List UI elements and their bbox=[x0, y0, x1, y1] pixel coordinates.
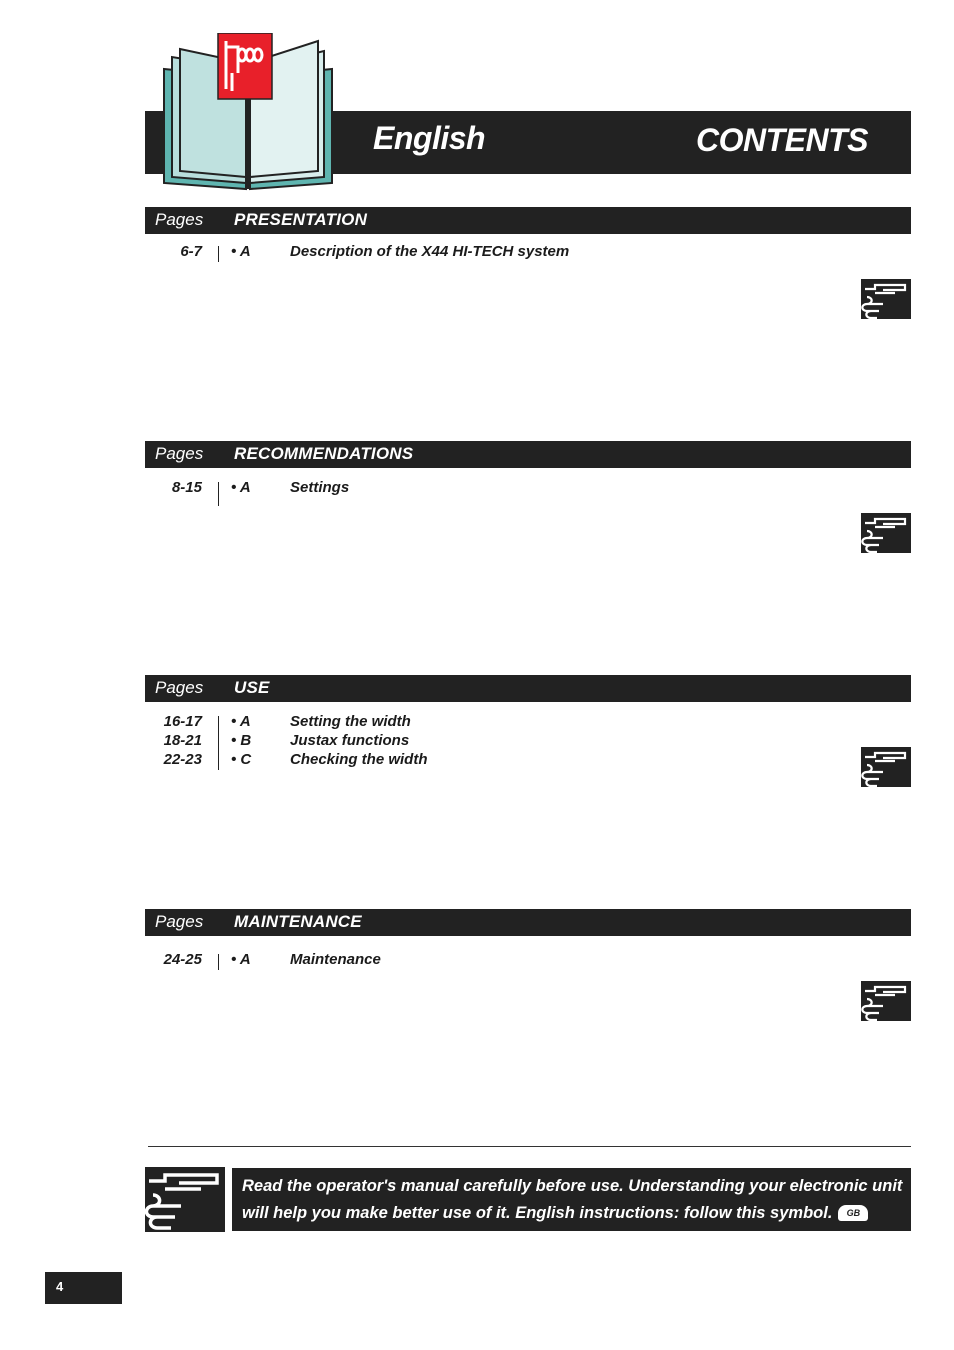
section-title: USE bbox=[234, 678, 270, 697]
list-item[interactable] bbox=[145, 732, 911, 751]
note-line-2: will help you make better use of it. English instructions: follow this symbol. bbox=[242, 1204, 833, 1222]
entry-text: Justax functions bbox=[290, 732, 410, 749]
list-item[interactable] bbox=[145, 479, 911, 498]
entry-pages: 18-21 bbox=[163, 732, 202, 749]
gb-badge: GB bbox=[838, 1205, 868, 1221]
section-presentation bbox=[145, 207, 911, 262]
section-header-bar bbox=[145, 441, 911, 468]
entry-letter: • B bbox=[231, 732, 252, 749]
note-line-1: Read the operator's manual carefully before use. Understanding your electronic unit bbox=[242, 1177, 903, 1195]
pointing-hand-icon bbox=[861, 513, 911, 553]
entry-text: Maintenance bbox=[290, 951, 381, 968]
entry-letter: • C bbox=[231, 751, 252, 768]
entry-list bbox=[145, 951, 911, 970]
section-title: PRESENTATION bbox=[234, 210, 368, 229]
pointing-hand-icon bbox=[145, 1167, 225, 1232]
section-pages-label: Pages bbox=[155, 912, 204, 931]
pointing-hand-icon bbox=[861, 747, 911, 787]
entry-pages: 8-15 bbox=[171, 479, 202, 496]
section-use bbox=[145, 675, 911, 770]
open-book-icon bbox=[158, 33, 338, 193]
page-number: 4 bbox=[56, 1279, 64, 1294]
entry-letter: • A bbox=[231, 479, 251, 496]
pointing-hand-icon bbox=[861, 279, 911, 319]
entry-pages: 22-23 bbox=[163, 751, 202, 768]
section-pages-label: Pages bbox=[155, 678, 204, 697]
instruction-note bbox=[232, 1168, 911, 1231]
header-contents-title: CONTENTS bbox=[696, 122, 868, 158]
list-item[interactable] bbox=[145, 243, 911, 262]
section-header-bar bbox=[145, 207, 911, 234]
entry-text: Checking the width bbox=[290, 751, 428, 768]
header-language-title: English bbox=[373, 120, 486, 156]
entry-letter: • A bbox=[231, 713, 251, 730]
list-item[interactable] bbox=[145, 713, 911, 732]
divider-rule bbox=[148, 1146, 911, 1147]
entry-list bbox=[145, 713, 911, 770]
entry-pages: 6-7 bbox=[180, 243, 202, 260]
section-maintenance bbox=[145, 909, 911, 970]
section-title: RECOMMENDATIONS bbox=[234, 444, 414, 463]
entry-list bbox=[145, 243, 911, 262]
entry-pages: 24-25 bbox=[163, 951, 202, 968]
entry-text: Description of the X44 HI-TECH system bbox=[290, 243, 570, 260]
entry-text: Settings bbox=[290, 479, 350, 496]
entry-pages: 16-17 bbox=[163, 713, 202, 730]
entry-letter: • A bbox=[231, 951, 251, 968]
list-item[interactable] bbox=[145, 951, 911, 970]
pointing-hand-icon bbox=[861, 981, 911, 1021]
section-pages-label: Pages bbox=[155, 210, 204, 229]
entry-text: Setting the width bbox=[290, 713, 411, 730]
section-pages-label: Pages bbox=[155, 444, 204, 463]
section-recommendations bbox=[145, 441, 911, 498]
note-text bbox=[242, 1173, 907, 1227]
list-item[interactable] bbox=[145, 751, 911, 770]
section-header-bar bbox=[145, 675, 911, 702]
entry-letter: • A bbox=[231, 243, 251, 260]
section-title: MAINTENANCE bbox=[234, 912, 362, 931]
page-number-box bbox=[45, 1272, 122, 1304]
section-header-bar bbox=[145, 909, 911, 936]
entry-list bbox=[145, 479, 911, 498]
